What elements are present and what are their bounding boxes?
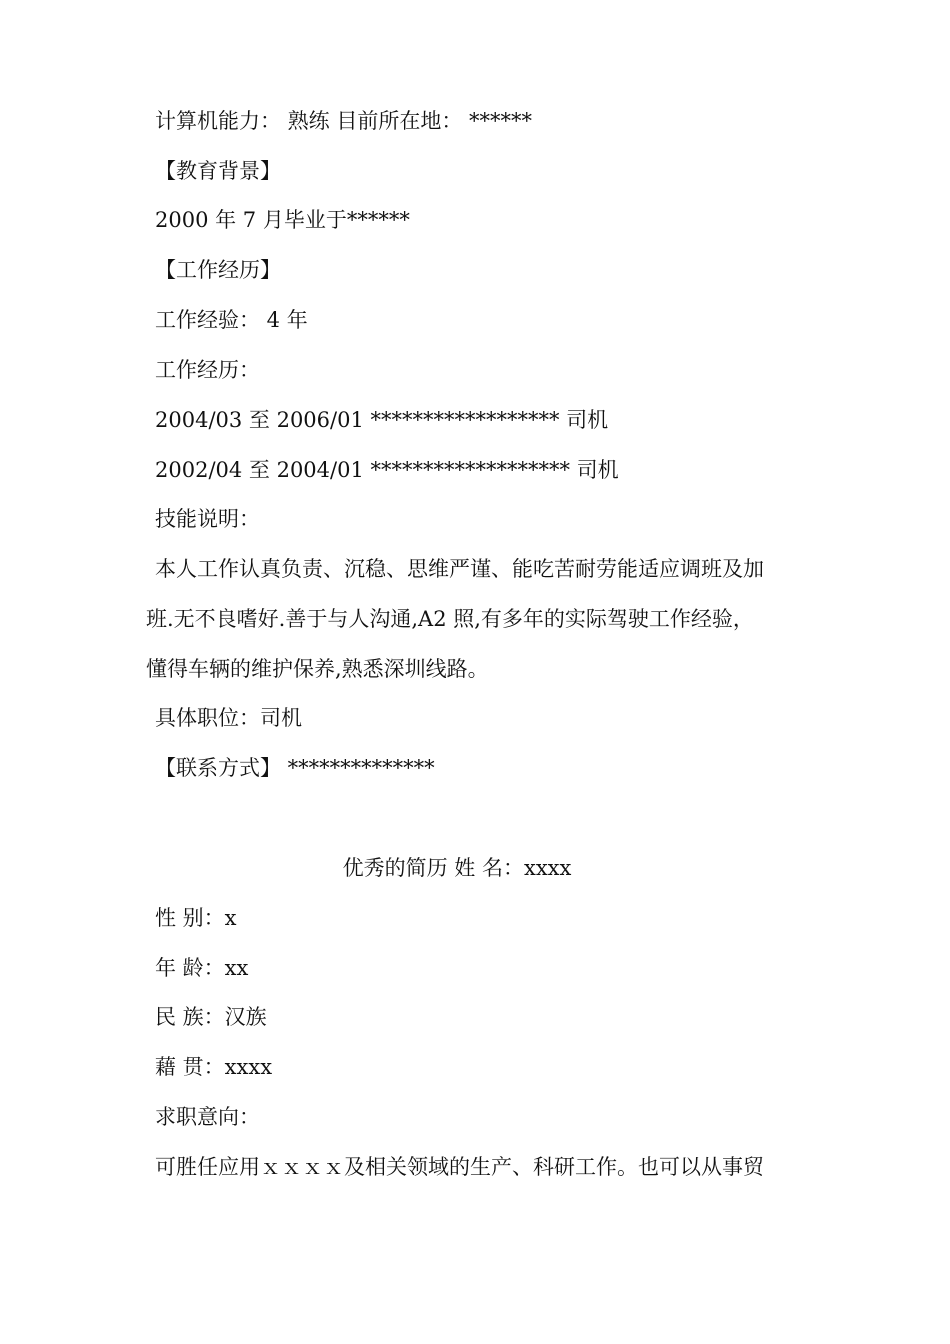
skills-paragraph-line-2: 班.无不良嗜好.善于与人沟通,A2 照,有多年的实际驾驶工作经验， [146, 607, 754, 631]
skills-paragraph-line-3: 懂得车辆的维护保养,熟悉深圳线路。 [146, 657, 489, 681]
work-entry-1: 2004/03 至 2006/01 ****************** 司机 [155, 408, 609, 432]
work-history-label: 工作经历： [155, 358, 260, 382]
ethnicity-line: 民 族：汉族 [155, 1005, 267, 1029]
skills-paragraph-line-1: 本人工作认真负责、沉稳、思维严谨、能吃苦耐劳能适应调班及加 [155, 557, 764, 581]
resume-title-name-line: 优秀的简历 姓 名：xxxx [342, 856, 572, 880]
job-intention-paragraph-line-1: 可胜任应用ｘｘｘｘ及相关领域的生产、科研工作。也可以从事贸 [155, 1155, 764, 1179]
native-place-line: 藉 贯：xxxx [155, 1055, 273, 1079]
job-intention-label: 求职意向： [155, 1105, 260, 1129]
work-entry-2: 2002/04 至 2004/01 ******************* 司机 [155, 458, 619, 482]
contact-line: 【联系方式】 ************** [155, 756, 435, 780]
work-history-heading: 【工作经历】 [155, 258, 281, 282]
age-line: 年 龄：xx [155, 956, 249, 980]
gender-line: 性 别：x [155, 906, 237, 930]
skills-label: 技能说明： [155, 507, 260, 531]
graduation-line: 2000 年 7 月毕业于****** [155, 208, 410, 232]
position-line: 具体职位：司机 [155, 706, 302, 730]
computer-skill-location-line: 计算机能力： 熟练 目前所在地： ****** [155, 109, 533, 133]
work-years-line: 工作经验： 4 年 [155, 308, 308, 332]
education-heading: 【教育背景】 [155, 159, 281, 183]
